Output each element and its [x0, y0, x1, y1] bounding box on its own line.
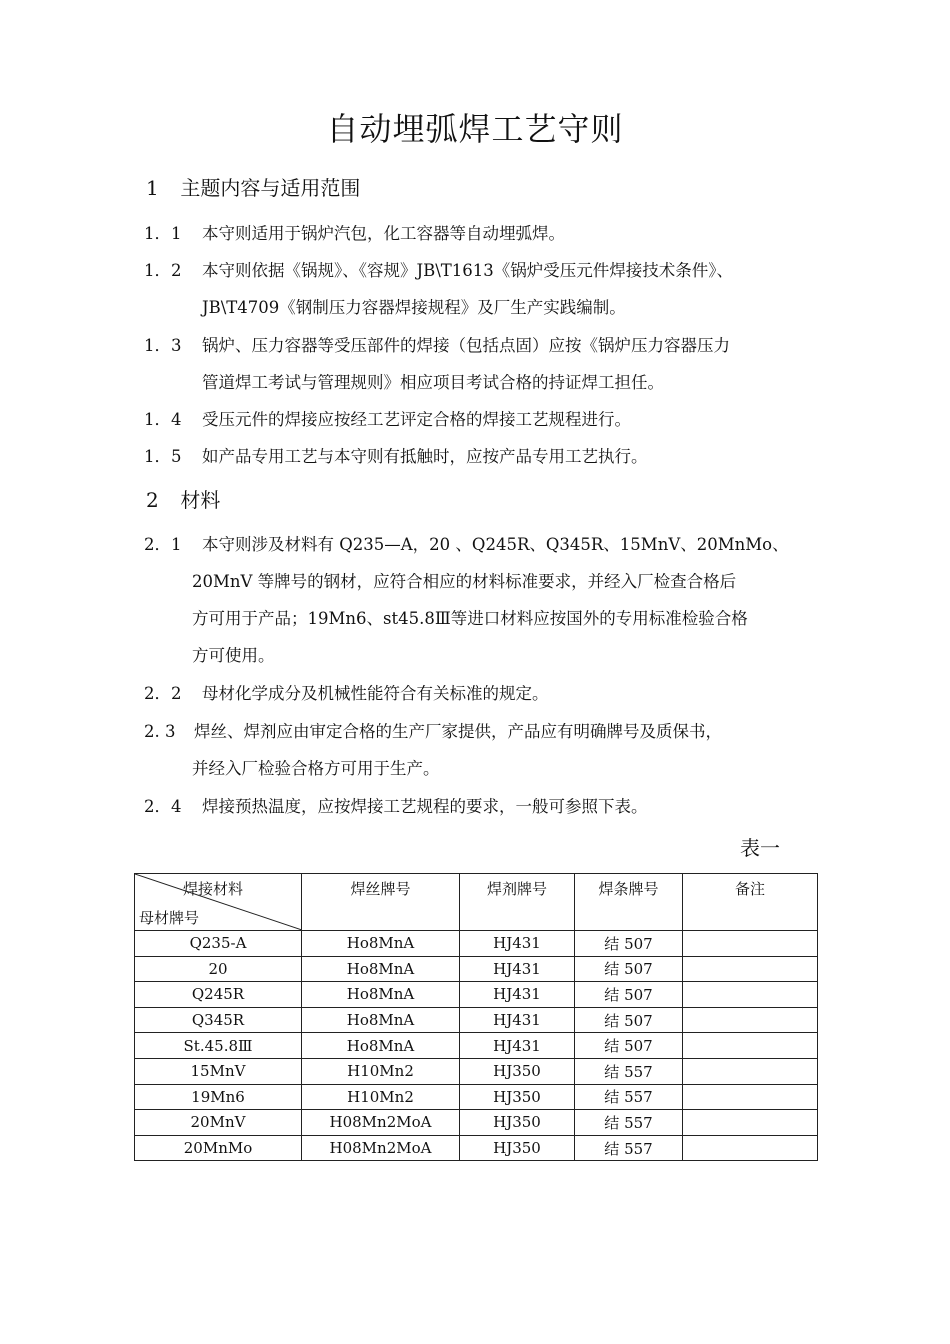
header-electrode: 焊条牌号 [575, 874, 683, 931]
clause-1-3 [144, 327, 824, 401]
clause-number: 1．5 [144, 447, 182, 466]
table-cell: HJ350 [460, 1058, 575, 1084]
document-title: 自动埋弧焊工艺守则 [326, 110, 624, 148]
table-cell: HJ350 [460, 1084, 575, 1110]
table-cell: 结 557 [575, 1084, 683, 1110]
clause-text: 20MnV 等牌号的钢材，应符合相应的材料标准要求，并经入厂检查合格后 [192, 572, 737, 591]
section-title: 主题内容与适用范围 [180, 176, 361, 200]
clause-1-2 [144, 252, 824, 326]
table-cell: 20 [135, 956, 302, 982]
table-cell: HJ350 [460, 1135, 575, 1161]
header-flux: 焊剂牌号 [460, 874, 575, 931]
section-title: 材料 [180, 488, 221, 512]
clause-number: 2．1 [144, 535, 182, 554]
table-cell: 结 557 [575, 1110, 683, 1136]
table-cell: HJ431 [460, 1007, 575, 1033]
table-cell: HJ350 [460, 1110, 575, 1136]
table-cell: St.45.8Ⅲ [135, 1033, 302, 1059]
table-row [135, 1033, 818, 1059]
clause-1-4 [144, 401, 824, 438]
clause-text: 管道焊工考试与管理规则》相应项目考试合格的持证焊工担任。 [202, 373, 664, 392]
table-cell [683, 982, 818, 1008]
clause-text: JB\T4709《钢制压力容器焊接规程》及厂生产实践编制。 [202, 298, 626, 317]
table-row [135, 982, 818, 1008]
clause-number: 1．3 [144, 336, 182, 355]
diagonal-header-cell [135, 874, 302, 931]
clause-number: 2. 3 [144, 722, 176, 741]
clause-text: 方可用于产品；19Mn6、st45.8Ⅲ等进口材料应按国外的专用标准检验合格 [192, 609, 748, 628]
table-cell: 结 507 [575, 982, 683, 1008]
table-cell: Q235-A [135, 931, 302, 957]
table-row [135, 956, 818, 982]
table-cell: Q345R [135, 1007, 302, 1033]
welding-materials-table [134, 873, 818, 1161]
table-cell: 20MnMo [135, 1135, 302, 1161]
table-row [135, 1110, 818, 1136]
clause-2-3 [144, 713, 824, 787]
table-cell: HJ431 [460, 931, 575, 957]
table-cell: H10Mn2 [302, 1058, 460, 1084]
table-cell: Ho8MnA [302, 982, 460, 1008]
clause-2-4 [144, 788, 824, 825]
header-remarks: 备注 [683, 874, 818, 931]
table-cell [683, 956, 818, 982]
table-cell: Ho8MnA [302, 956, 460, 982]
table-cell: 结 507 [575, 1033, 683, 1059]
table-cell: 15MnV [135, 1058, 302, 1084]
table-cell [683, 1084, 818, 1110]
table-cell: HJ431 [460, 956, 575, 982]
section-1-heading [146, 172, 360, 201]
clause-text: 方可使用。 [192, 646, 275, 665]
table-cell [683, 1058, 818, 1084]
table-cell [683, 1033, 818, 1059]
clause-number: 2．2 [144, 684, 182, 703]
clause-text: 如产品专用工艺与本守则有抵触时，应按产品专用工艺执行。 [202, 447, 648, 466]
table-cell: 19Mn6 [135, 1084, 302, 1110]
table-cell: H08Mn2MoA [302, 1110, 460, 1136]
table-cell: 结 557 [575, 1058, 683, 1084]
section-2-heading [146, 484, 220, 513]
clause-text: 母材化学成分及机械性能符合有关标准的规定。 [202, 684, 549, 703]
table-cell: 结 557 [575, 1135, 683, 1161]
table-row [135, 1058, 818, 1084]
clause-1-1 [144, 215, 824, 252]
header-welding-material: 焊接材料 [182, 880, 243, 898]
clause-text: 锅炉、压力容器等受压部件的焊接（包括点固）应按《锅炉压力容器压力 [202, 336, 730, 355]
table-label: 表一 [740, 836, 780, 860]
clause-1-5 [144, 438, 824, 475]
table-cell: H08Mn2MoA [302, 1135, 460, 1161]
table-cell: Ho8MnA [302, 1007, 460, 1033]
table-cell: Q245R [135, 982, 302, 1008]
clause-2-2 [144, 675, 824, 712]
clause-text: 焊丝、焊剂应由审定合格的生产厂家提供，产品应有明确牌号及质保书， [194, 722, 722, 741]
table-cell [683, 1110, 818, 1136]
clause-number: 1．4 [144, 410, 182, 429]
table-cell: Ho8MnA [302, 1033, 460, 1059]
header-base-material: 母材牌号 [139, 909, 200, 927]
clause-text: 本守则涉及材料有 Q235—A，20 、Q245R、Q345R、15MnV、20MnMo、 [202, 535, 789, 554]
section-number: 2 [146, 488, 159, 512]
clause-text: 本守则依据《锅规》、《容规》JB\T1613《锅炉受压元件焊接技术条件》、 [202, 261, 734, 280]
table-row [135, 1007, 818, 1033]
clause-number: 1．2 [144, 261, 182, 280]
clause-number: 2．4 [144, 797, 182, 816]
table-row [135, 1135, 818, 1161]
table-cell: 结 507 [575, 1007, 683, 1033]
table-cell: Ho8MnA [302, 931, 460, 957]
clause-text: 本守则适用于锅炉汽包，化工容器等自动埋弧焊。 [202, 224, 565, 243]
table-cell: HJ431 [460, 982, 575, 1008]
clause-number: 1．1 [144, 224, 182, 243]
table-cell: 结 507 [575, 956, 683, 982]
table-header-row [135, 874, 818, 931]
clause-text: 受压元件的焊接应按经工艺评定合格的焊接工艺规程进行。 [202, 410, 631, 429]
table-cell [683, 931, 818, 957]
table-cell [683, 1007, 818, 1033]
table-cell [683, 1135, 818, 1161]
clause-2-1 [144, 526, 824, 674]
clause-text: 并经入厂检验合格方可用于生产。 [192, 759, 440, 778]
section-number: 1 [146, 176, 159, 200]
table-cell: HJ431 [460, 1033, 575, 1059]
table-row [135, 931, 818, 957]
table-cell: H10Mn2 [302, 1084, 460, 1110]
table-cell: 结 507 [575, 931, 683, 957]
clause-text: 焊接预热温度，应按焊接工艺规程的要求，一般可参照下表。 [202, 797, 648, 816]
table-row [135, 1084, 818, 1110]
header-wire: 焊丝牌号 [302, 874, 460, 931]
table-cell: 20MnV [135, 1110, 302, 1136]
